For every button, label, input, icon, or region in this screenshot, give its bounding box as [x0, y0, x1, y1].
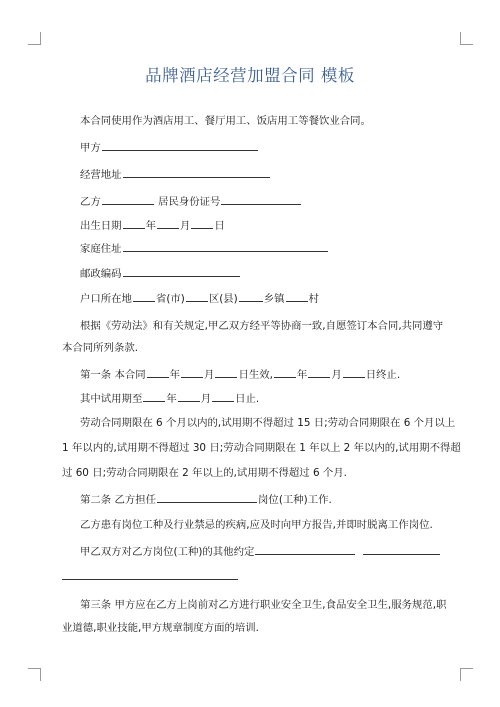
day-unit: 日	[214, 220, 225, 232]
year-unit: 年	[169, 369, 181, 381]
birth-label: 出生日期	[80, 220, 122, 232]
postal-field[interactable]	[123, 266, 240, 277]
crop-mark-top-right	[460, 32, 473, 45]
birth-month-field[interactable]	[157, 218, 179, 229]
document-title: 品牌酒店经营加盟合同 模板	[145, 66, 355, 85]
home-line	[80, 241, 329, 256]
province-unit: 省(市)	[155, 293, 185, 305]
month-unit: 月	[179, 220, 191, 232]
period-line-3: 过 60 日;劳动合同期限在 2 年以上的,试用期不得超过 6 个月.	[62, 467, 347, 479]
party-a-field[interactable]	[102, 140, 258, 151]
other-agreement-field-1[interactable]	[255, 544, 355, 555]
year-unit: 年	[145, 220, 156, 232]
end-text: 日终止.	[365, 369, 401, 381]
address-field[interactable]	[123, 167, 270, 178]
party-b-label: 乙方	[80, 196, 101, 208]
township-unit: 乡镇	[263, 293, 285, 305]
position-field[interactable]	[157, 492, 257, 503]
trial-prefix: 其中试用期至	[80, 393, 143, 405]
other-agreement-label: 甲乙双方对乙方岗位(工种)的其他约定	[80, 546, 255, 558]
birth-day-field[interactable]	[191, 218, 213, 229]
address-label: 经营地址	[80, 169, 122, 181]
article-3-line-1: 第三条 甲方应在乙方上岗前对乙方进行职业安全卫生,食品安全卫生,服务规范,职	[80, 599, 447, 611]
crop-mark-top-left	[28, 32, 41, 45]
article-2-line	[80, 492, 332, 507]
crop-mark-bottom-right	[460, 668, 473, 681]
year-unit: 年	[166, 393, 177, 405]
start-year-field[interactable]	[147, 367, 169, 378]
end-month-field[interactable]	[308, 367, 330, 378]
crop-mark-bottom-left	[28, 668, 41, 681]
province-field[interactable]	[133, 291, 155, 302]
postal-line	[80, 266, 241, 281]
year-unit: 年	[296, 369, 308, 381]
period-line-1: 劳动合同期限在 6 个月以内的,试用期不得超过 15 日;劳动合同期限在 6 个月以上	[80, 417, 456, 429]
id-label: 居民身份证号	[158, 196, 221, 208]
birth-year-field[interactable]	[123, 218, 145, 229]
trial-end-text: 日止.	[235, 393, 260, 405]
trial-line	[80, 391, 259, 406]
end-year-field[interactable]	[274, 367, 296, 378]
party-a-line	[80, 140, 259, 155]
article-1-prefix: 第一条 本合同	[80, 369, 146, 381]
party-a-label: 甲方	[80, 142, 101, 154]
end-day-field[interactable]	[343, 367, 365, 378]
article-2-prefix: 第二条 乙方担任	[80, 494, 157, 506]
trial-year-field[interactable]	[143, 391, 165, 402]
address-line	[80, 167, 271, 182]
month-unit: 月	[204, 369, 215, 381]
id-field[interactable]	[221, 194, 301, 205]
postal-label: 邮政编码	[80, 268, 122, 280]
other-agreement-field-2[interactable]	[363, 544, 440, 555]
township-field[interactable]	[239, 291, 263, 302]
disease-line: 乙方患有岗位工种及行业禁忌的疾病,应及时向甲方报告,并即时脱离工作岗位.	[80, 519, 433, 531]
home-field[interactable]	[123, 241, 328, 252]
trial-day-field[interactable]	[212, 391, 234, 402]
district-field[interactable]	[186, 291, 208, 302]
hukou-line	[80, 291, 319, 306]
start-month-field[interactable]	[181, 367, 203, 378]
party-b-field[interactable]	[102, 194, 154, 205]
other-agreement-field-3[interactable]	[62, 579, 238, 580]
intro-line	[80, 114, 371, 128]
district-unit: 区(县)	[208, 293, 238, 305]
article-3-line-2: 业道德,职业技能,甲方规章制度方面的培训.	[62, 622, 259, 634]
period-line-2: 1 年以内的,试用期不得超过 30 日;劳动合同期限在 1 年以上 2 年以内的,试用期不得超	[62, 442, 461, 454]
article-2-suffix: 岗位(工种)工作.	[258, 494, 332, 506]
basis-line-2: 本合同所列条款.	[62, 342, 139, 354]
village-unit: 村	[308, 293, 319, 305]
birth-line	[80, 218, 225, 233]
hukou-label: 户口所在地	[80, 293, 132, 305]
other-agreement-line	[80, 544, 441, 559]
month-unit: 月	[200, 393, 212, 405]
party-b-line	[80, 194, 302, 209]
intro-text: 本合同使用作为酒店用工、餐厅用工、饭店用工等餐饮业合同。	[80, 115, 371, 127]
effective-text: 日生效,	[238, 369, 273, 381]
month-unit: 月	[331, 369, 342, 381]
village-field[interactable]	[286, 291, 308, 302]
home-label: 家庭住址	[80, 243, 122, 255]
article-1-line	[80, 367, 400, 382]
basis-line-1: 根据《劳动法》和有关规定,甲乙双方经平等协商一致,自愿签订本合同,共同遵守	[80, 320, 444, 332]
trial-month-field[interactable]	[178, 391, 200, 402]
start-day-field[interactable]	[215, 367, 237, 378]
